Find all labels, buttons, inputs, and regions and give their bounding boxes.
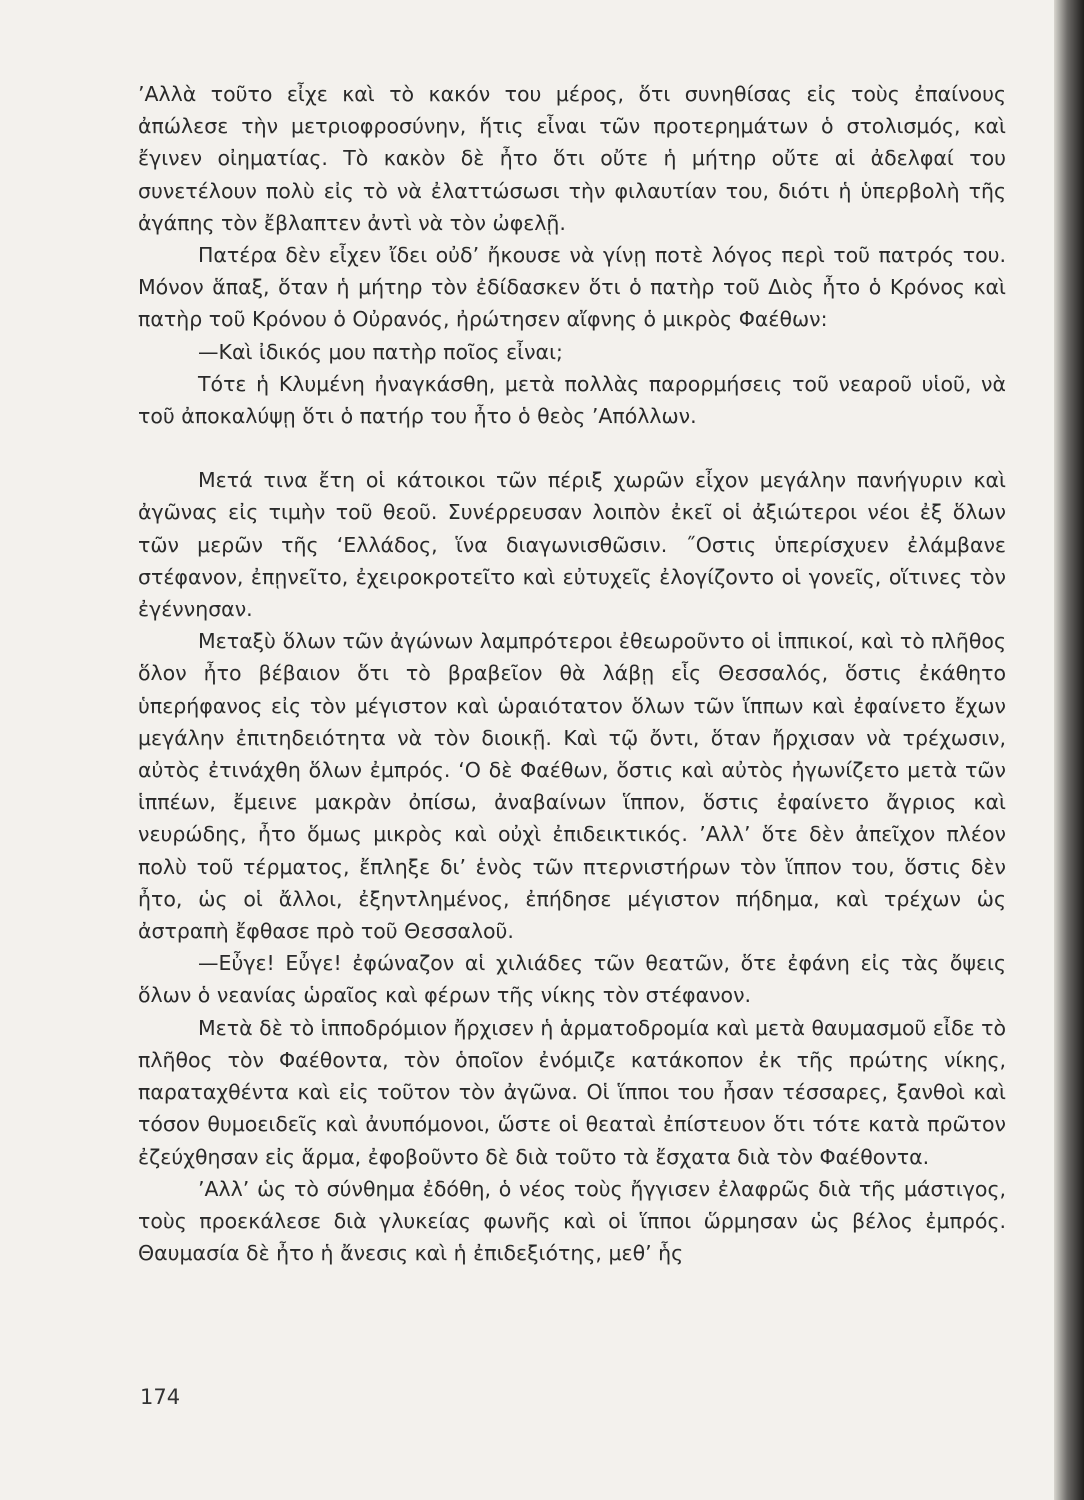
page-edge-shadow	[1054, 0, 1084, 1500]
paragraph: ’Αλλὰ τοῦτο εἶχε καὶ τὸ κακόν του μέρος, ὅτι συνηθίσας εἰς τοὺς ἐπαίνους ἀπώλεσε τὴν μετριοφροσύνην, ἥτις εἶναι τῶν προτερημάτων ὁ στολισμός, καὶ ἔγινεν οἰηματίας. Τὸ κακὸν δὲ ἦτο ὅτι οὔτε ἡ μήτηρ οὔτε αἱ ἀδελφαί του συνετέλουν πολὺ εἰς τὸ νὰ ἐλαττώσωσι τὴν φιλαυτίαν του, διότι ἡ ὑπερβολὴ τῆς ἀγάπης τὸν ἔβλαπτεν ἀντὶ νὰ τὸν ὠφελῇ.	[138, 82, 1006, 235]
body-text	[138, 78, 1006, 1269]
dialogue-line: —Καὶ ἰδικός μου πατὴρ ποῖος εἶναι;	[198, 339, 563, 364]
page-number: 174	[140, 1385, 181, 1409]
paragraph: ’Αλλ’ ὡς τὸ σύνθημα ἐδόθη, ὁ νέος τοὺς ἤγγισεν ἐλαφρῶς διὰ τῆς μάστιγος, τοὺς προεκάλεσε διὰ γλυκείας φωνῆς καὶ οἱ ἵπποι ὥρμησαν ὡς βέλος ἐμπρός. Θαυμασία δὲ ἦτο ἡ ἄνεσις καὶ ἡ ἐπιδεξιότης, μεθ’ ἧς	[138, 1176, 1006, 1266]
paragraph: Τότε ἡ Κλυμένη ἠναγκάσθη, μετὰ πολλὰς παρορμήσεις τοῦ νεαροῦ υἱοῦ, νὰ τοῦ ἀποκαλύψῃ ὅτι ὁ πατήρ του ἦτο ὁ θεὸς ’Απόλλων.	[138, 371, 1006, 429]
paragraph: Μετά τινα ἔτη οἱ κάτοικοι τῶν πέριξ χωρῶν εἶχον μεγάλην πανήγυριν καὶ ἀγῶνας εἰς τιμὴν τοῦ θεοῦ. Συνέρρευσαν λοιπὸν ἐκεῖ οἱ ἀξιώτεροι νέοι ἐξ ὅλων τῶν μερῶν τῆς ‘Ελλάδος, ἵνα διαγωνισθῶσιν. ˝Οστις ὑπερίσχυεν ἐλάμβανε στέφανον, ἐπῃνεῖτο, ἐχειροκροτεῖτο καὶ εὐτυχεῖς ἐλογίζοντο οἱ γονεῖς, οἵτινες τὸν ἐγέννησαν.	[138, 468, 1006, 622]
paragraph: Πατέρα δὲν εἶχεν ἴδει οὐδ’ ἤκουσε νὰ γίνῃ ποτὲ λόγος περὶ τοῦ πατρός του. Μόνον ἅπαξ, ὅταν ἡ μήτηρ τὸν ἐδίδασκεν ὅτι ὁ πατὴρ τοῦ Διὸς ἦτο ὁ Κρόνος καὶ πατὴρ τοῦ Κρόνου ὁ Οὐρανός, ἠρώτησεν αἴφνης ὁ μικρὸς Φαέθων:	[138, 243, 1006, 332]
dialogue-line: —Εὖγε! Εὖγε! ἐφώναζον αἱ χιλιάδες τῶν θεατῶν, ὅτε ἐφάνη εἰς τὰς ὄψεις ὅλων ὁ νεανίας ὡραῖος καὶ φέρων τῆς νίκης τὸν στέφανον.	[138, 951, 1006, 1008]
paragraph: Μεταξὺ ὅλων τῶν ἀγώνων λαμπρότεροι ἐθεωροῦντο οἱ ἱππικοί, καὶ τὸ πλῆθος ὅλον ἦτο βέβαιον ὅτι τὸ βραβεῖον θὰ λάβῃ εἷς Θεσσαλός, ὅστις ἐκάθητο ὑπερήφανος εἰς τὸν μέγιστον καὶ ὡραιότατον ὅλων τῶν ἵππων καὶ ἐφαίνετο ἔχων μεγάλην ἐπιτηδειότητα νὰ τὸν διοικῇ. Καὶ τῷ ὄντι, ὅταν ἤρχισαν νὰ τρέχωσιν, αὐτὸς ἐτινάχθη ὅλων ἐμπρός. ‘Ο δὲ Φαέθων, ὅστις καὶ αὐτὸς ἠγωνίζετο μετὰ τῶν ἱππέων, ἔμεινε μακρὰν ὀπίσω, ἀναβαίνων ἵππον, ὅστις ἐφαίνετο ἄγριος καὶ νευρώδης, ἦτο ὅμως μικρὸς καὶ οὐχὶ ἐπιδεικτικός. ’Αλλ’ ὅτε δὲν ἀπεῖχον πλέον πολὺ τοῦ τέρματος, ἔπληξε δι’ ἑνὸς τῶν πτερνιστήρων τὸν ἵππον του, ὅστις δὲν ἦτο, ὡς οἱ ἄλλοι, ἐξηντλημένος, ἐπήδησε μέγιστον πήδημα, καὶ τρέχων ὡς ἀστραπὴ ἔφθασε πρὸ τοῦ Θεσσαλοῦ.	[138, 629, 1006, 944]
paragraph: Μετὰ δὲ τὸ ἱπποδρόμιον ἤρχισεν ἡ ἁρματοδρομία καὶ μετὰ θαυμασμοῦ εἶδε τὸ πλῆθος τὸν Φαέθοντα, τὸν ὁποῖον ἐνόμιζε κατάκοπον ἐκ τῆς πρώτης νίκης, παραταχθέντα καὶ εἰς τοῦτον τὸν ἀγῶνα. Οἱ ἵπποι του ἦσαν τέσσαρες, ξανθοὶ καὶ τόσον θυμοειδεῖς καὶ ἀνυπόμονοι, ὥστε οἱ θεαταὶ ἐπίστευον ὅτι τότε κατὰ πρῶτον ἐζεύχθησαν εἰς ἅρμα, ἐφοβοῦντο δὲ διὰ τοῦτο τὰ ἔσχατα διὰ τὸν Φαέθοντα.	[138, 1015, 1006, 1169]
